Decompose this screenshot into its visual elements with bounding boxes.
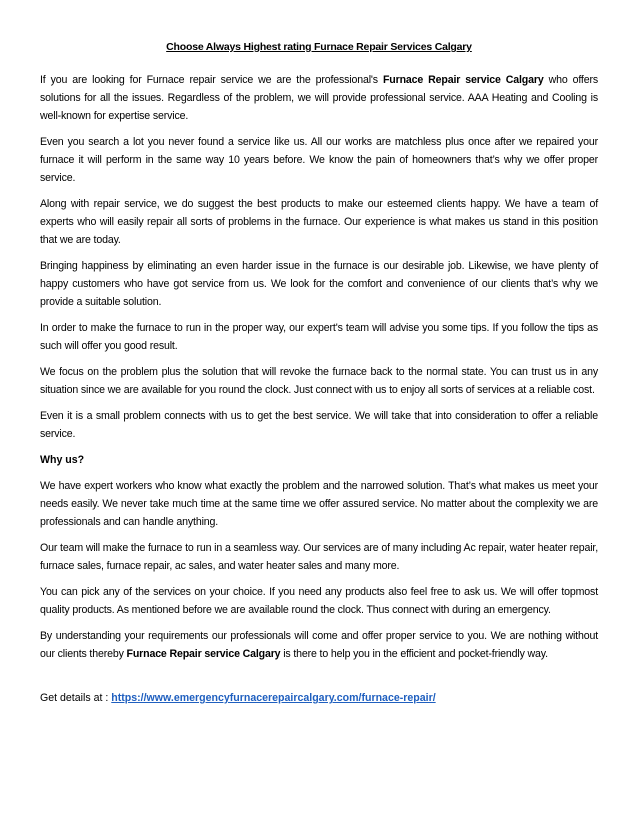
paragraph-text: If you are looking for Furnace repair service we are the professional's: [40, 74, 383, 86]
why-us-heading: Why us?: [40, 454, 85, 466]
paragraph-text: By understanding your requirements our professionals will come and offer proper service to you. We are nothing without our clients thereby: [40, 630, 598, 660]
bold-keyword: Furnace Repair service Calgary: [126, 648, 281, 660]
details-link[interactable]: https://www.emergencyfurnacerepaircalgary.com/furnace-repair/: [111, 692, 436, 704]
paragraph-8: We have expert workers who know what exactly the problem and the narrowed solution. That’s what makes us meet your needs easily. We never take much time at the same time we offer assured service. No matter about the complexity we are professionals and can handle anything.: [40, 480, 598, 528]
paragraph-10: You can pick any of the services on your choice. If you need any products also feel free to ask us. We will offer topmost quality products. As mentioned before we are available round the clock. Thus connect with during an emergency.: [40, 586, 598, 616]
document-page: [40, 40, 598, 707]
paragraph-4: Bringing happiness by eliminating an even harder issue in the furnace is our desirable job. Likewise, we have plenty of happy customers who have got service from us. We look for the comfort and convenience of our clients that’s why we provide a suitable solution.: [40, 260, 598, 308]
paragraph-7: Even it is a small problem connects with us to get the best service. We will take that into consideration to offer a reliable service.: [40, 410, 598, 440]
paragraph-3: Along with repair service, we do suggest the best products to make our esteemed clients happy. We have a team of experts who will easily repair all sorts of problems in the furnace. Our experience is what makes us stand in this position that we are today.: [40, 198, 598, 246]
paragraph-text: who offers solutions for all the issues. Regardless of the problem, we will provide professional service. AAA Heating and Cooling is well-known for expertise service.: [40, 74, 598, 122]
details-label: Get details at :: [40, 692, 112, 704]
paragraph-text: is there to help you in the efficient and pocket-friendly way.: [280, 648, 548, 660]
paragraph-intro: [40, 71, 598, 125]
document-title: Choose Always Highest rating Furnace Repair Services Calgary: [166, 41, 472, 53]
paragraph-2: Even you search a lot you never found a service like us. All our works are matchless plus once after we repaired your furnace it will perform in the same way 10 years before. We know the pain of homeowners that’s why we offer proper service.: [40, 136, 598, 184]
blank-line: [40, 671, 598, 689]
details-line: [40, 689, 598, 707]
paragraph-5: In order to make the furnace to run in the proper way, our expert's team will advise you some tips. If you follow the tips as such will offer you good result.: [40, 322, 598, 352]
paragraph-closing: [40, 627, 598, 663]
paragraph-9: Our team will make the furnace to run in a seamless way. Our services are of many including Ac repair, water heater repair, furnace sales, furnace repair, ac sales, and water heater sales and many more.: [40, 542, 598, 572]
paragraph-6: We focus on the problem plus the solution that will revoke the furnace back to the normal state. You can trust us in any situation since we are available for you round the clock. Just connect with us to enjoy all sorts of services at a reliable cost.: [40, 366, 598, 396]
bold-keyword: Furnace Repair service Calgary: [382, 74, 544, 86]
